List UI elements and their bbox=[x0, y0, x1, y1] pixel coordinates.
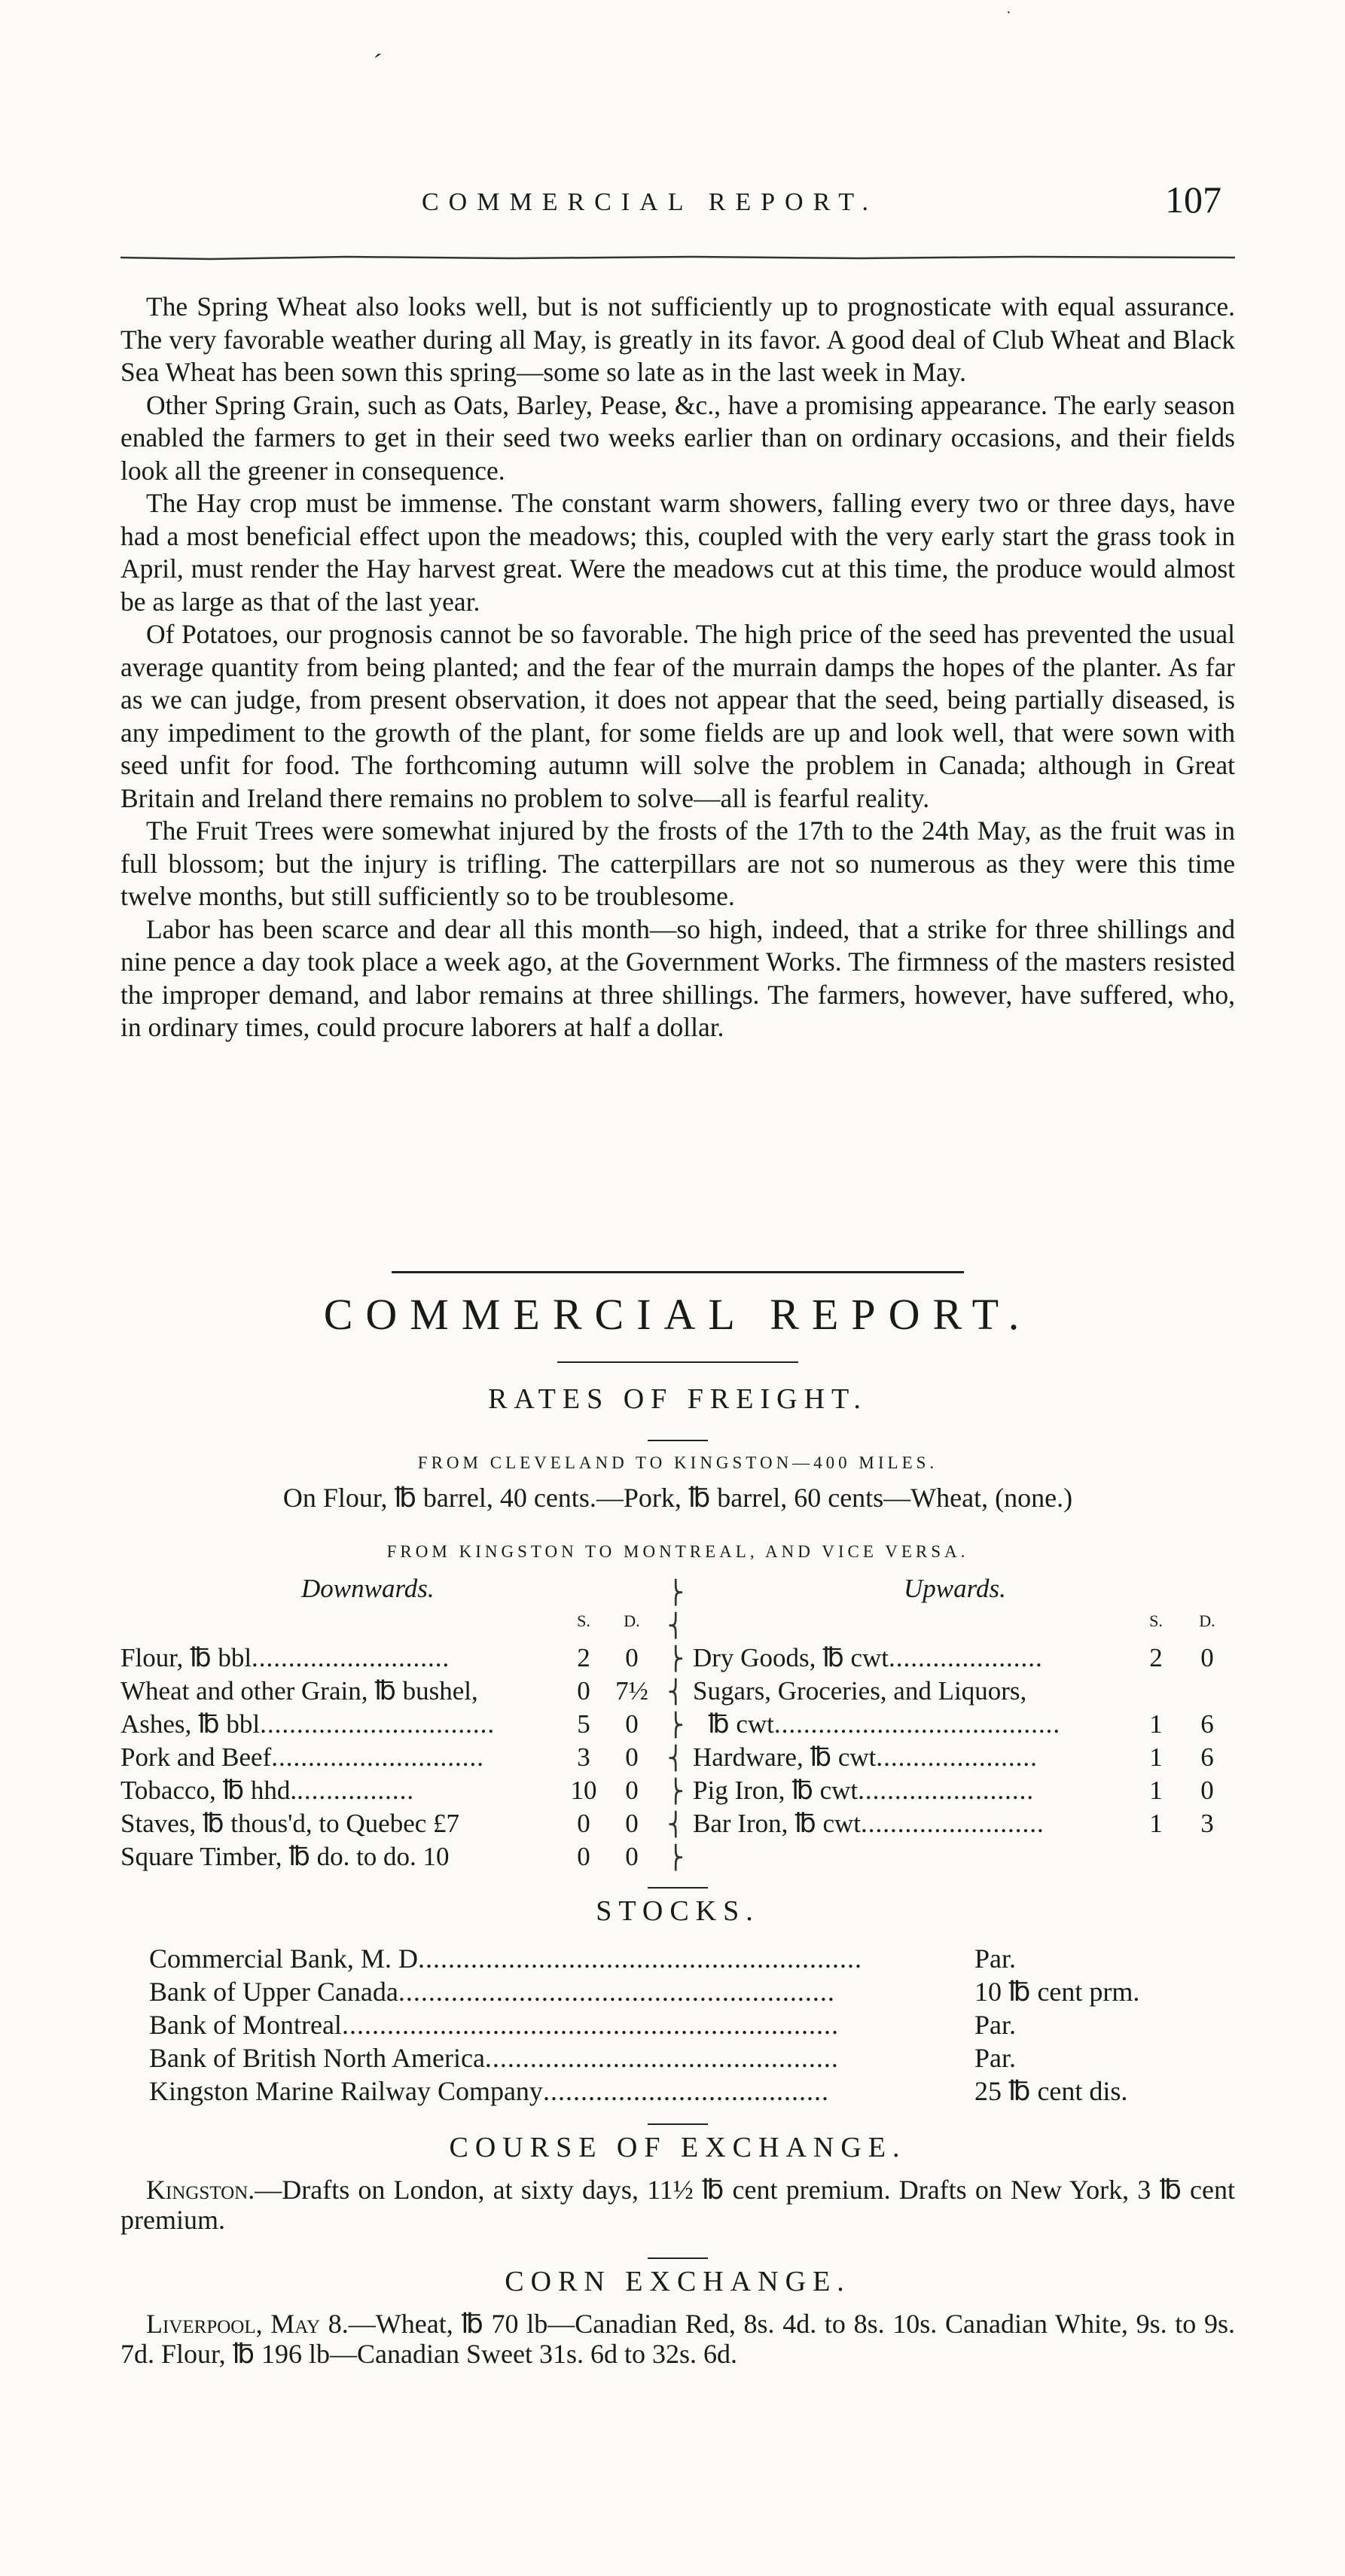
freight-row-upwards bbox=[693, 1776, 1235, 1809]
freight-row-downwards bbox=[120, 1709, 648, 1742]
freight-shillings: 1 bbox=[1149, 1809, 1163, 1838]
freight-shillings: 0 bbox=[577, 1809, 590, 1838]
montreal-heading: FROM KINGSTON TO MONTREAL, AND VICE VERSA. bbox=[386, 1542, 969, 1561]
freight-item: Hardware, ℔ cwt bbox=[693, 1742, 877, 1772]
stock-row bbox=[149, 2042, 1234, 2075]
leader-dots: ............................. bbox=[271, 1742, 484, 1772]
corn-text: —Wheat, ℔ 70 lb—Canadian Red, 8s. 4d. to 8s. 10s. Canadian White, 9s. to 9s. 7d. Flour, ℔ 196 lb—Canadian Sweet 31s. 6d to 32s. 6d. bbox=[120, 2309, 1236, 2369]
crop-report-body bbox=[120, 291, 1235, 1044]
freight-item: Square Timber, ℔ do. to do. 10 bbox=[120, 1842, 450, 1871]
stock-value: Par. bbox=[974, 2010, 1017, 2040]
stock-row bbox=[149, 2009, 1234, 2042]
freight-row-upwards bbox=[693, 1742, 1235, 1776]
freight-shillings: 2 bbox=[577, 1643, 590, 1672]
leader-dots: ..................... bbox=[889, 1643, 1043, 1672]
freight-item: Pork and Beef bbox=[120, 1742, 272, 1772]
freight-row-upwards bbox=[693, 1643, 1235, 1676]
corn-lead: Liverpool, May 8. bbox=[146, 2309, 349, 2339]
cleveland-rates: On Flour, ℔ barrel, 40 cents.—Pork, ℔ barrel, 60 cents—Wheat, (none.) bbox=[282, 1483, 1073, 1513]
stock-name: Bank of British North America bbox=[149, 2043, 485, 2073]
brace-glyph: ⎨ bbox=[667, 1680, 685, 1705]
freight-item: Tobacco, ℔ hhd. bbox=[120, 1776, 297, 1805]
short-rule bbox=[648, 2257, 708, 2259]
short-rule bbox=[648, 2123, 708, 2125]
freight-pence: 6 bbox=[1200, 1742, 1214, 1772]
stock-value: Par. bbox=[974, 1943, 1017, 1974]
stock-name: Bank of Montreal bbox=[149, 2010, 342, 2040]
brace-glyph: ⎬ bbox=[667, 1779, 685, 1804]
leader-dots: ...................................... bbox=[542, 2076, 829, 2106]
freight-item: Pig Iron, ℔ cwt bbox=[693, 1776, 859, 1805]
brace-glyph: ⎬ bbox=[667, 1581, 685, 1605]
freight-heading: RATES OF FREIGHT. bbox=[488, 1383, 868, 1415]
leader-dots: ................ bbox=[297, 1776, 415, 1805]
freight-item: Bar Iron, ℔ cwt bbox=[693, 1809, 862, 1838]
title-underline bbox=[557, 1361, 798, 1363]
leader-dots: ........................................................... bbox=[417, 1943, 862, 1974]
stock-row bbox=[149, 2075, 1234, 2108]
freight-item: Staves, ℔ thous'd, to Quebec £7 bbox=[120, 1809, 460, 1838]
short-rule bbox=[648, 1440, 708, 1441]
ink-speck: · bbox=[1006, 5, 1011, 21]
freight-pence: 0 bbox=[625, 1643, 639, 1672]
stock-name: Bank of Upper Canada bbox=[149, 1977, 398, 2007]
upwards-label: Upwards. bbox=[904, 1574, 1006, 1603]
freight-pence: 0 bbox=[625, 1776, 639, 1805]
paragraph-spring-grain: Other Spring Grain, such as Oats, Barley, Pease, &c., have a promising appearance. The early season enabled the farmers to get in their seed two weeks earlier than on ordinary occasions, and their fields look all the greener in consequence. bbox=[120, 389, 1235, 486]
freight-table bbox=[120, 1574, 1235, 1890]
brace-glyph: ⎬ bbox=[667, 1846, 685, 1870]
freight-shillings: 0 bbox=[577, 1842, 590, 1871]
paragraph-fruit-trees: The Fruit Trees were somewhat injured by the frosts of the 17th to the 24th May, as the fruit was in full blossom; but the injury is trifling. The catterpillars are not so numerous as they were this time twelve months, but still sufficiently so to be troublesome. bbox=[120, 815, 1235, 911]
freight-pence: 0 bbox=[1200, 1776, 1214, 1805]
running-head-title: COMMERCIAL REPORT. bbox=[422, 188, 878, 216]
corn-heading: CORN EXCHANGE. bbox=[505, 2266, 851, 2297]
freight-shillings: 0 bbox=[577, 1676, 590, 1706]
freight-row-downwards bbox=[120, 1643, 648, 1676]
freight-pence: 6 bbox=[1200, 1709, 1214, 1739]
freight-pence: 3 bbox=[1200, 1809, 1214, 1838]
stock-name: Commercial Bank, M. D bbox=[149, 1943, 418, 1974]
stock-value: 10 ℔ cent prm. bbox=[974, 1977, 1140, 2007]
leader-dots: ......................... bbox=[861, 1809, 1045, 1838]
freight-item: Ashes, ℔ bbl bbox=[120, 1709, 261, 1739]
paragraph-spring-wheat: The Spring Wheat also looks well, but is not sufficiently up to prognosticate with equal assurance. The very favorable weather during all May, is greatly in its favor. A good deal of Club Wheat and Black Sea Wheat has been sown this spring—some so late as in the last week in May. bbox=[120, 291, 1235, 387]
brace-glyph: ⎬ bbox=[667, 1647, 685, 1672]
freight-pence: 0 bbox=[625, 1742, 639, 1772]
freight-pence: 0 bbox=[625, 1842, 639, 1871]
exchange-heading: COURSE OF EXCHANGE. bbox=[449, 2132, 907, 2163]
pencil-mark: ˊ bbox=[374, 50, 383, 78]
leader-dots: ................................ bbox=[260, 1709, 496, 1739]
paragraph-potatoes: Of Potatoes, our prognosis cannot be so favorable. The high price of the seed has prevented the usual average quantity from being planted; and the fear of the murrain damps the hopes of the planter. As far as we can judge, from present observation, it does not appear that the seed, being partially diseased, is any impediment to the growth of the plant, for some fields are up and look well, that were sown with seed unfit for food. The forthcoming autumn will solve the problem in Canada; although in Great Britain and Ireland there remains no problem to solve—all is fearful reality. bbox=[120, 619, 1235, 813]
stock-name: Kingston Marine Railway Company bbox=[149, 2076, 543, 2106]
freight-item: Wheat and other Grain, ℔ bushel, bbox=[120, 1676, 478, 1706]
exchange-text: —Drafts on London, at sixty days, 11½ ℔ cent premium. Drafts on New York, 3 ℔ cent premium. bbox=[120, 2175, 1235, 2235]
freight-row-downwards bbox=[120, 1676, 648, 1709]
page-number: 107 bbox=[1165, 178, 1221, 221]
freight-pence: 0 bbox=[625, 1709, 639, 1739]
freight-shillings: 5 bbox=[577, 1709, 590, 1739]
freight-pence: 0 bbox=[625, 1809, 639, 1838]
col-s-right: S. bbox=[1149, 1611, 1163, 1630]
exchange-lead: Kingston. bbox=[146, 2175, 255, 2205]
freight-row-upwards bbox=[693, 1809, 1235, 1842]
stock-row bbox=[149, 1943, 1234, 1976]
freight-shillings: 1 bbox=[1149, 1742, 1163, 1772]
freight-item: Dry Goods, ℔ cwt bbox=[693, 1643, 889, 1672]
stock-row bbox=[149, 1976, 1234, 2009]
head-rule bbox=[120, 253, 1235, 262]
exchange-paragraph bbox=[120, 2175, 1235, 2235]
freight-shillings: 3 bbox=[577, 1742, 590, 1772]
freight-row-downwards bbox=[120, 1776, 648, 1809]
leader-dots: ...................... bbox=[876, 1742, 1038, 1772]
cleveland-heading: FROM CLEVELAND TO KINGSTON—400 MILES. bbox=[417, 1453, 938, 1472]
stock-value: 25 ℔ cent dis. bbox=[974, 2076, 1128, 2106]
freight-item: Sugars, Groceries, and Liquors, bbox=[693, 1676, 1027, 1706]
leader-dots: .......................................................... bbox=[398, 1977, 835, 2007]
short-rule bbox=[648, 1887, 708, 1889]
brace-glyph: ⎬ bbox=[667, 1713, 685, 1738]
brace-glyph: ⎨ bbox=[667, 1614, 685, 1639]
freight-pence: 7½ bbox=[615, 1676, 648, 1706]
freight-row-upwards bbox=[693, 1676, 1235, 1709]
leader-dots: ....................................... bbox=[773, 1709, 1061, 1739]
freight-row-downwards bbox=[120, 1842, 648, 1875]
leader-dots: ............................................... bbox=[484, 2043, 839, 2073]
paragraph-hay-crop: The Hay crop must be immense. The constant warm showers, falling every two or three days, have had a most beneficial effect upon the meadows; this, coupled with the very early start the grass took in April, must render the Hay harvest great. Were the meadows cut at this time, the produce would almost be as large as that of the last year. bbox=[120, 488, 1235, 617]
freight-row-downwards bbox=[120, 1742, 648, 1776]
freight-shillings: 10 bbox=[570, 1776, 597, 1805]
leader-dots: ........................ bbox=[858, 1776, 1035, 1805]
freight-item: ℔ cwt bbox=[708, 1709, 774, 1739]
stock-value: Par. bbox=[974, 2043, 1017, 2073]
corn-paragraph bbox=[120, 2309, 1235, 2369]
brace-glyph: ⎨ bbox=[667, 1746, 685, 1771]
commercial-report-title: COMMERCIAL REPORT. bbox=[323, 1290, 1032, 1339]
paragraph-labor: Labor has been scarce and dear all this month—so high, indeed, that a strike for three shillings and nine pence a day took place a week ago, at the Government Works. The firmness of the masters resisted the improper demand, and labor remains at three shillings. The farmers, however, have suffered, who, in ordinary times, could procure laborers at half a dollar. bbox=[120, 913, 1235, 1042]
brace-glyph: ⎨ bbox=[667, 1812, 685, 1837]
col-d-right: D. bbox=[1199, 1611, 1215, 1630]
freight-shillings: 2 bbox=[1149, 1643, 1163, 1672]
freight-shillings: 1 bbox=[1149, 1709, 1163, 1739]
freight-row-downwards bbox=[120, 1809, 648, 1842]
running-head bbox=[120, 178, 1235, 230]
col-s-left: S. bbox=[577, 1611, 590, 1630]
freight-row-upwards bbox=[708, 1709, 1235, 1742]
freight-item: Flour, ℔ bbl bbox=[120, 1643, 252, 1672]
section-divider bbox=[392, 1271, 964, 1273]
leader-dots: .................................................................. bbox=[341, 2010, 839, 2040]
freight-pence: 0 bbox=[1200, 1643, 1214, 1672]
freight-shillings: 1 bbox=[1149, 1776, 1163, 1805]
stocks-heading: STOCKS. bbox=[596, 1895, 760, 1927]
downwards-label: Downwards. bbox=[301, 1574, 435, 1603]
page bbox=[120, 0, 1235, 2576]
col-d-left: D. bbox=[624, 1611, 640, 1630]
leader-dots: ........................... bbox=[252, 1643, 450, 1672]
